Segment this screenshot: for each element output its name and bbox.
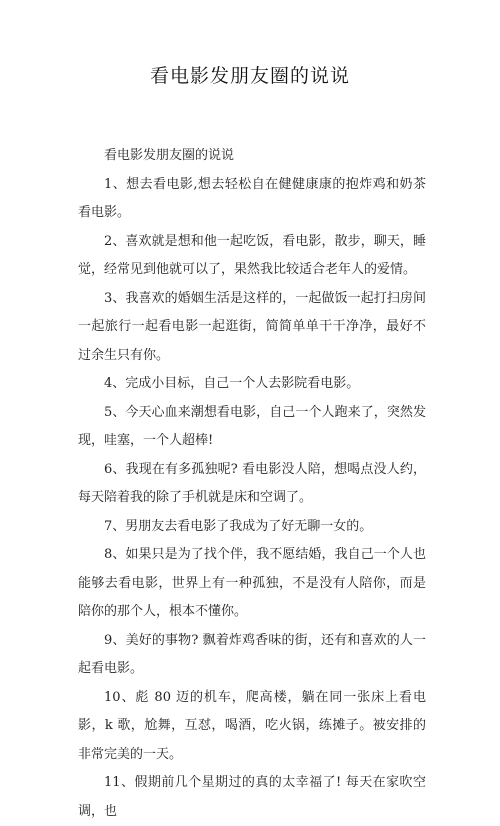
- paragraph: 3、我喜欢的婚姻生活是这样的，一起做饭一起打扫房间一起旅行一起看电影一起逛街，简简单单干干净净，最好不过余生只有你。: [78, 290, 426, 363]
- paragraph: 6、我现在有多孤独呢? 看电影没人陪，想喝点没人约，每天陪着我的除了手机就是床和空调了。: [78, 461, 426, 505]
- paragraph: 7、男朋友去看电影了我成为了好无聊一女的。: [104, 518, 373, 534]
- paragraph: 8、如果只是为了找个伴，我不愿结婚，我自己一个人也能够去看电影，世界上有一种孤独，不是没有人陪你，而是陪你的那个人，根本不懂你。: [78, 547, 426, 619]
- paragraph: 5、今天心血来潮想看电影，自己一个人跑来了，突然发现，哇塞，一个人超棒!: [78, 404, 426, 448]
- paragraph: 4、完成小目标，自己一个人去影院看电影。: [104, 376, 360, 391]
- paragraph: 10、彪 80 迈的机车，爬高楼，躺在同一张床上看电影，k 歌，尬舞，互怼，喝酒，吃火锅，练摊子。被安排的非常完美的一天。: [78, 689, 426, 762]
- document-body: [78, 142, 426, 826]
- document-subtitle: 看电影发朋友圈的说说: [104, 148, 235, 163]
- paragraph: 1、想去看电影,想去轻松自在健健康康的抱炸鸡和奶茶看电影。: [78, 176, 426, 220]
- paragraph: 9、美好的事物? 飘着炸鸡香味的街，还有和喜欢的人一起看电影。: [78, 632, 426, 676]
- paragraph: 11、假期前几个星期过的真的太幸福了! 每天在家吹空调，也: [78, 775, 426, 819]
- paragraph: 2、喜欢就是想和他一起吃饭，看电影，散步，聊天，睡觉，经常见到他就可以了，果然我比较适合老年人的爱情。: [78, 233, 426, 277]
- document-title: 看电影发朋友圈的说说: [149, 65, 350, 87]
